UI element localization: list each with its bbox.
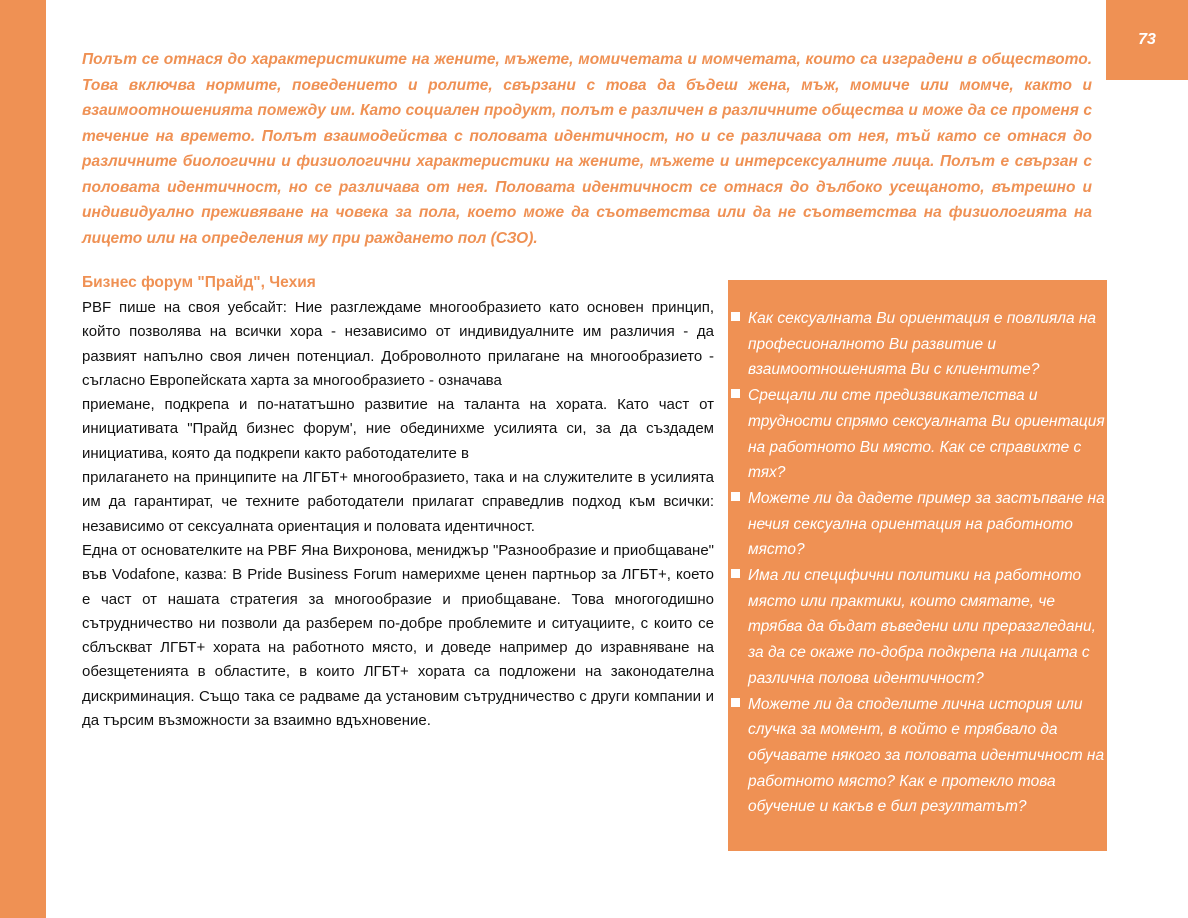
question-item (728, 692, 1107, 821)
question-text: Можете ли да дадете пример за застъпване на нечия сексуална ориентация на работното място? (748, 489, 1105, 559)
body-paragraph: прилагането на принципите на ЛГБТ+ многообразието, така и на служителите в усилията им да гарантират, че техните работодатели прилагат справедлив подход към всички: независимо от сексуалната ориентация и половата идентичност. (82, 469, 714, 535)
question-text: Можете ли да споделите лична история или случка за момент, в който е трябвало да обучавате някого за половата идентичност на работното място? Как е протекло това обучение и какъв е бил резултатът? (748, 695, 1105, 816)
body-paragraph: приемане, подкрепа и по-нататъшно развитие на таланта на хората. Като част от инициативата "Прайд бизнес форум', ние обединихме усилията си, за да създадем инициатива, която да подкрепи както работодателите в (82, 396, 714, 462)
page-number: 73 (1138, 31, 1156, 48)
left-accent-bar (0, 0, 46, 918)
intro-paragraph: Полът се отнася до характеристиките на жените, мъжете, момичетата и момчетата, които са изградени в обществото. Това включва нормите, поведението и ролите, свързани с това да бъдеш жена, мъж, момиче или момче, както и взаимоотношенията помежду им. Като социален продукт, полът е различен в различните общества и може да се променя с течение на времето. Полът взаимодейства с половата идентичност, но и се различава от нея, тъй като се отнася до различните биологични и физиологични характеристики на жените, мъжете и интерсексуалните лица. Полът е свързан с половата идентичност, но се различава от нея. Половата идентичност се отнася до дълбоко усещаното, вътрешно и индивидуално преживяване на човека за пола, което може да съответства или да не съответства на физиологията на лицето или на определения му при раждането пол (СЗО). (82, 51, 1092, 247)
body-paragraph: PBF пише на своя уебсайт: Ние разглеждаме многообразието като основен принцип, който позволява на всички хора - независимо от индивидуалните им различия - да развият напълно своя личен потенциал. Доброволното прилагане на многообразието - съгласно Европейската харта за многообразието - означава (82, 299, 714, 389)
page-number-box (1106, 0, 1188, 80)
question-text: Има ли специфични политики на работното място или практики, които смятате, че трябва да бъдат въведени или преразгледани, за да се окаже по-добра подкрепа на лицата с различна полова идентичност? (748, 567, 1096, 687)
square-bullet-icon (731, 698, 740, 707)
body-paragraph: Една от основателките на PBF Яна Вихронова, мениджър "Разнообразие и приобщаване" във Vodafone, казва: В Pride Business Forum намерихме ценен партньор за ЛГБТ+, което е част от нашата стратегия за многообразие и приобщаване. Това многогодишно сътрудничество ни позволи да разберем по-добре проблемите и ситуациите, с които се сблъскват ЛГБТ+ хората на работното място, и доведе например до изравняване на обезщетенията в областите, в които ЛГБТ+ хората са подложени на законодателна дискриминация. Също така се радваме да установим сътрудничество с други компании и да търсим възможности за взаимно вдъхновение. (82, 541, 714, 730)
square-bullet-icon (731, 492, 740, 501)
question-item (728, 383, 1107, 486)
square-bullet-icon (731, 569, 740, 578)
questions-list (728, 306, 1107, 820)
section-body (82, 296, 714, 733)
question-item (728, 563, 1107, 692)
question-item (728, 486, 1107, 563)
question-text: Срещали ли сте предизвикателства и трудности спрямо сексуалната Ви ориентация на работното Ви място. Как се справихте с тях? (748, 387, 1105, 482)
question-text: Как сексуалната Ви ориентация е повлияла на професионалното Ви развитие и взаимоотношенията Ви с клиентите? (748, 310, 1097, 379)
section-title: Бизнес форум "Прайд", Чехия (82, 274, 316, 291)
question-item (728, 306, 1107, 383)
square-bullet-icon (731, 312, 740, 321)
square-bullet-icon (731, 389, 740, 398)
questions-box (728, 280, 1107, 851)
